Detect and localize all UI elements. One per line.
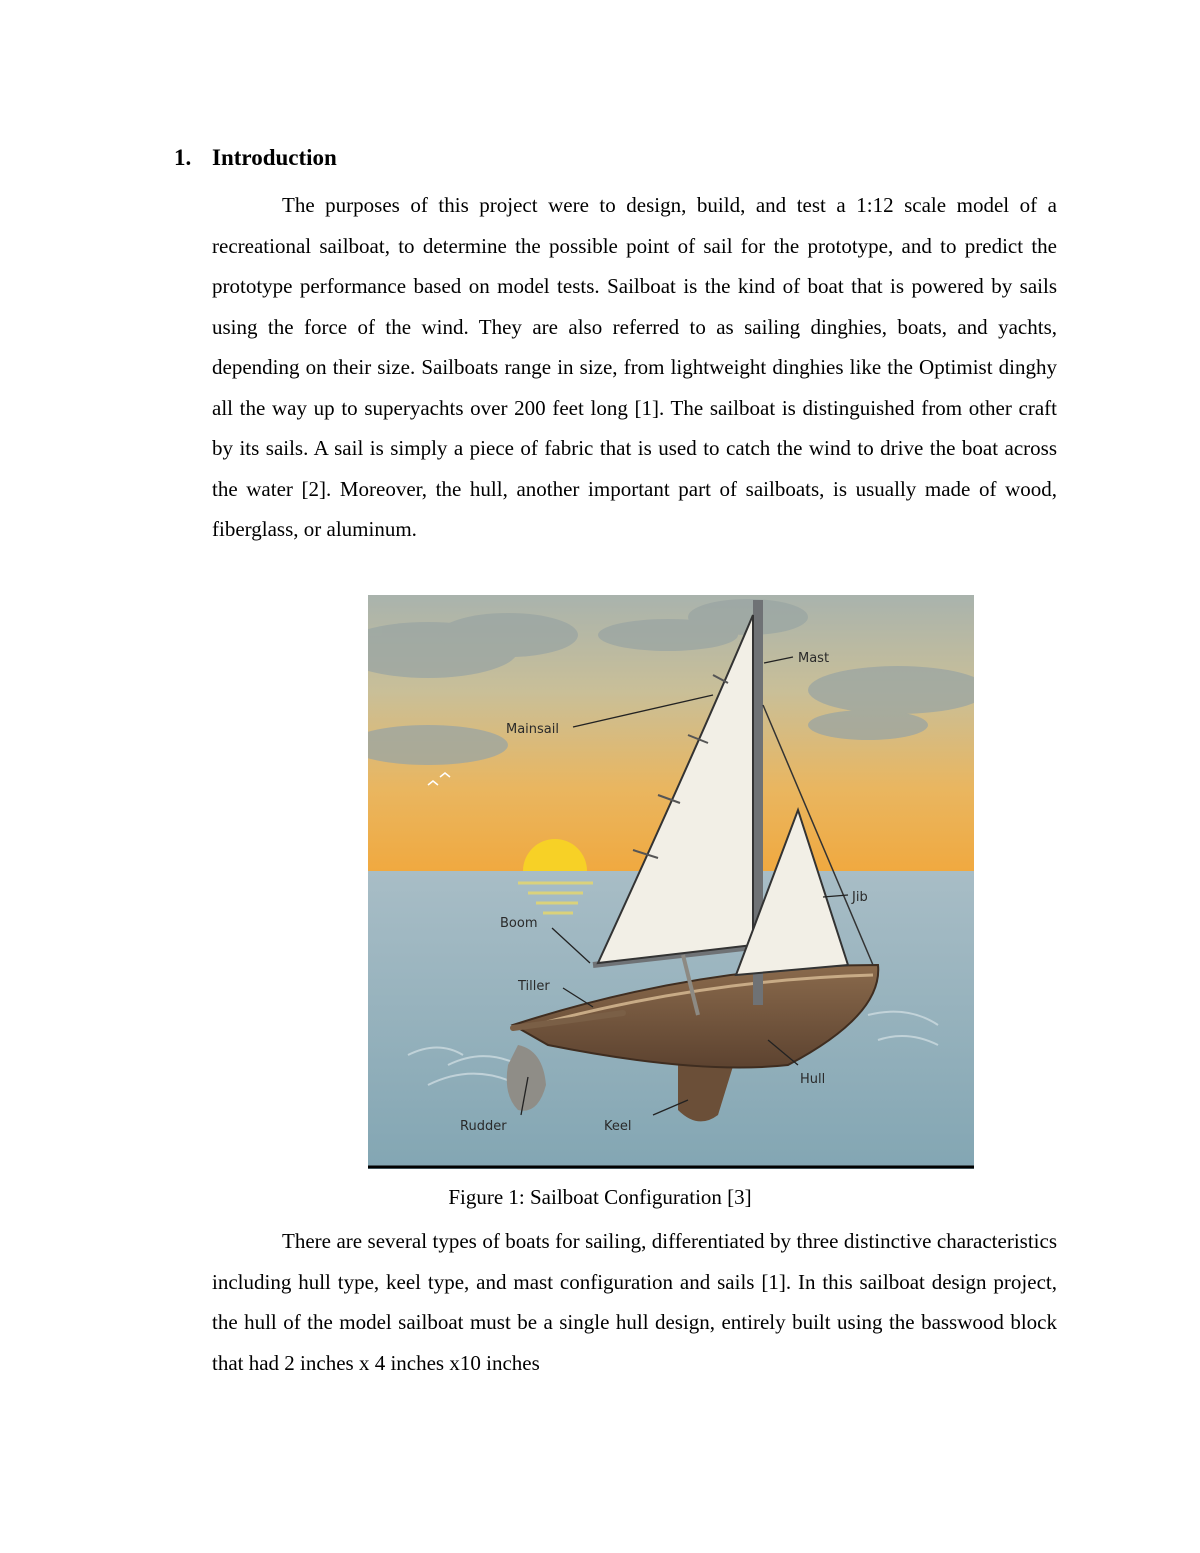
label-mast: Mast	[798, 651, 830, 666]
figure-caption: Figure 1: Sailboat Configuration [3]	[448, 1185, 752, 1209]
section-heading	[174, 144, 337, 172]
label-hull: Hull	[800, 1072, 826, 1087]
section-number: 1.	[174, 145, 192, 170]
types-paragraph: There are several types of boats for sailing, differentiated by three distinctive characteristics including hull type, keel type, and mast configuration and sails [1]. In this sailboat design project, the hull of the model sailboat must be a single hull design, entirely built using the basswood block that had 2 inches x 4 inches x10 inches	[212, 1229, 1057, 1375]
label-mainsail: Mainsail	[506, 722, 559, 737]
label-boom: Boom	[500, 916, 538, 931]
intro-paragraph: The purposes of this project were to design, build, and test a 1:12 scale model of a recreational sailboat, to determine the possible point of sail for the prototype, and to predict the prototype performance based on model tests. Sailboat is the kind of boat that is powered by sails using the force of the wind. They are also referred to as sailing dinghies, boats, and yachts, depending on their size. Sailboats range in size, from lightweight dinghies like the Optimist dinghy all the way up to superyachts over 200 feet long [1]. The sailboat is distinguished from other craft by its sails. A sail is simply a piece of fabric that is used to catch the wind to drive the boat across the water [2]. Moreover, the hull, another important part of sailboats, is usually made of wood, fiberglass, or aluminum.	[212, 193, 1057, 541]
sailboat-illustration	[368, 595, 974, 1169]
label-jib: Jib	[852, 890, 868, 905]
label-keel: Keel	[604, 1119, 632, 1134]
label-tiller: Tiller	[518, 979, 550, 994]
section-title: Introduction	[212, 145, 337, 170]
label-rudder: Rudder	[460, 1119, 507, 1134]
sailboat-figure	[368, 595, 974, 1169]
